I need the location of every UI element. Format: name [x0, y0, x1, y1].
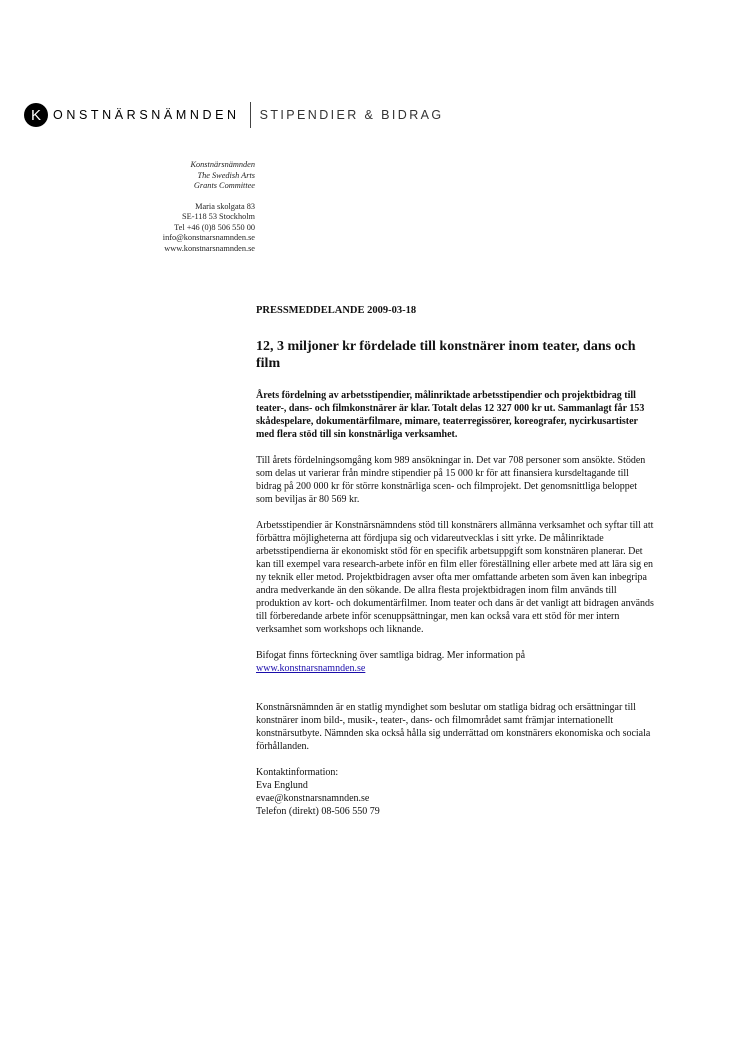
contact-heading: Kontaktinformation:: [256, 767, 339, 778]
letterhead: [24, 101, 443, 129]
paragraph-more-info: [256, 649, 656, 675]
phone-number: Tel +46 (0)8 506 550 00: [174, 222, 255, 232]
website-link[interactable]: www.konstnarsnamnden.se: [256, 663, 366, 674]
more-info-text: Bifogat finns förteckning över samtliga bidrag. Mer information på: [256, 650, 526, 661]
paragraph-applications: Till årets fördelningsomgång kom 989 ansökningar in. Det var 708 personer som ansökte. Stöden som delas ut varierar från mindre stipendier på 15 000 kr för att finansiera kursdeltagande till bidrag på 200 000 kr för större konstnärliga scen- och filmprojekt. Det genomsnittliga beloppet som beviljas är 80 569 kr.: [256, 455, 646, 505]
press-release-label: PRESSMEDDELANDE 2009-03-18: [256, 305, 417, 316]
org-name: ONSTNÄRSNÄMNDEN: [53, 108, 240, 122]
lead-paragraph: Årets fördelning av arbetsstipendier, målinriktade arbetsstipendier och projektbidrag till teater-, dans- och filmkonstnärer är klar. Totalt delas 12 327 000 kr ut. Sammanlagt får 153 skådespelare, dokumentärfilmare, mimare, teaterregissörer, koreografer, nycirkusartister med flera stöd till sin konstnärliga verksamhet.: [256, 390, 645, 440]
header-divider: [250, 102, 251, 128]
page-title: 12, 3 miljoner kr fördelade till konstnärer inom teater, dans och film: [256, 339, 636, 371]
logo-icon: K: [24, 103, 48, 127]
org-name-sv: Konstnärsnämnden: [190, 160, 255, 169]
paragraph-grant-types: Arbetsstipendier är Konstnärsnämndens stöd till konstnärers allmänna verksamhet och syftar till att förbättra möjligheterna att fördjupa sig och vidareutvecklas i sitt yrke. De målinriktade arbetsstipendierna är ekonomiskt stöd för en specifik arbetsuppgift som konstnären planerar. Det kan till exempel vara research-arbete inför en film eller föreställning eller arbete med att lära sig en ny teknik eller metod. Projektbidragen avser ofta mer omfattande arbeten som även kan inbegripa andra medverkande än den sökande. De allra flesta projektbidragen inom film används till produktion av kort- och dokumentärfilmer. Inom teater och dans är det vanligt att bidragen används till förberedande arbete inför scenuppsättningar, men kan också vara ett stöd för mer intern verksamhet som workshops och liknande.: [256, 520, 654, 635]
department-name: STIPENDIER & BIDRAG: [259, 108, 444, 122]
org-name-en-line2: Grants Committee: [193, 181, 255, 190]
street-address: Maria skolgata 83: [195, 201, 255, 211]
contact-email: evae@konstnarsnamnden.se: [256, 793, 370, 804]
contact-block: [256, 766, 656, 818]
contact-phone: Telefon (direkt) 08-506 550 79: [256, 806, 380, 817]
contact-name: Eva Englund: [256, 780, 308, 791]
email-address: info@konstnarsnamnden.se: [162, 233, 255, 242]
postal-address: SE-118 53 Stockholm: [182, 212, 255, 221]
paragraph-about: Konstnärsnämnden är en statlig myndighet som beslutar om statliga bidrag och ersättningar till konstnärer inom bild-, musik-, teater-, dans- och filmområdet samt främjar internationellt konstnärsutbyte. Nämnden ska också hålla sig underrättad om konstnärers ekonomiska och sociala förhållanden.: [256, 702, 651, 752]
press-release-body: [256, 304, 656, 818]
website-address: www.konstnarsnamnden.se: [164, 243, 255, 253]
sender-address-block: [163, 160, 255, 254]
org-name-en-line1: The Swedish Arts: [197, 170, 255, 180]
